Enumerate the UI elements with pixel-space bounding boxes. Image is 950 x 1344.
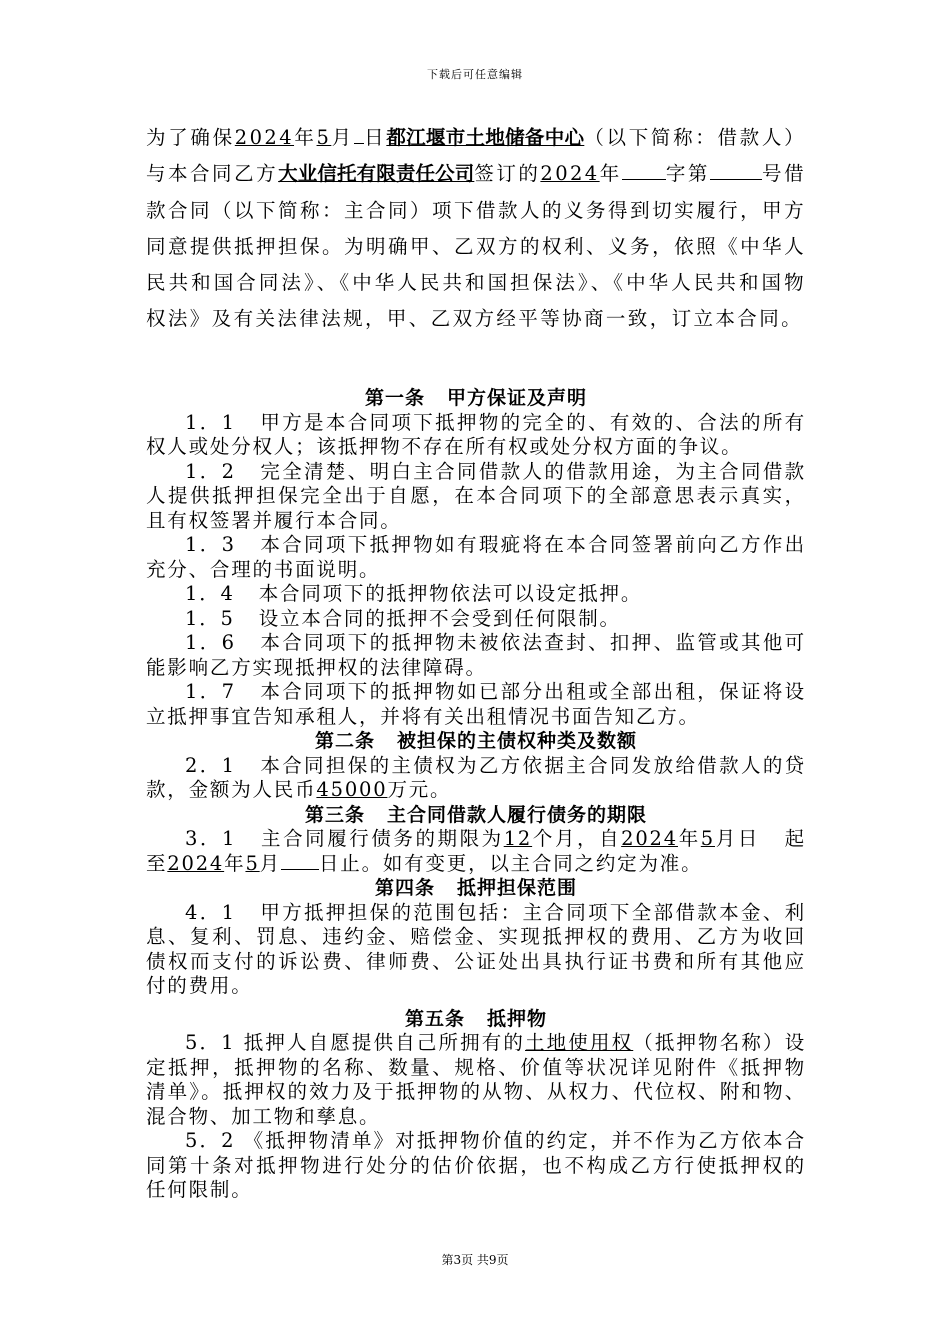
clause-text: 《抵押物清单》对抵押物价值的约定，并不作为乙方依本合同第十条对抵押物进行处分的估价依据，也不构成乙方行使抵押权的任何限制。 bbox=[146, 1129, 806, 1201]
intro-text: 签订的 bbox=[474, 162, 541, 186]
intro-paragraph bbox=[146, 120, 806, 338]
clause bbox=[146, 533, 806, 582]
intro-year: 2024 bbox=[234, 126, 295, 149]
clause-text: 本合同担保的主债权为乙方依据主合同发放给借款人的贷款，金额为人民币 bbox=[146, 753, 806, 801]
clause-text: 月 bbox=[715, 827, 738, 850]
clause bbox=[146, 631, 806, 680]
clause-number: 4．1 bbox=[185, 900, 236, 924]
clause bbox=[146, 680, 806, 729]
clause-number: 1．6 bbox=[185, 631, 236, 654]
term-months: 12 bbox=[503, 827, 533, 850]
intro-text: 号借款合同（以下简称：主合同）项下借款人的义务得到切实履行，甲方同意提供抵押担保。为明确甲、乙双方的权利、义务，依照《中华人民共和国合同法》、《中华人民共和国担保法》、《中华人民共和国物权法》及有关法律法规，甲、乙双方经平等协商一致，订立本合同。 bbox=[146, 162, 806, 331]
contract-year: 2024 bbox=[540, 162, 600, 186]
intro-text: 日 bbox=[363, 126, 387, 149]
clause-text: 主合同履行债务的期限为 bbox=[260, 827, 504, 850]
clause-text: 个月，自 bbox=[532, 827, 622, 850]
intro-text: 年 bbox=[294, 126, 317, 149]
article-number: 第一条 bbox=[364, 387, 425, 409]
collateral-name: 土地使用权 bbox=[525, 1031, 634, 1054]
clause bbox=[146, 607, 806, 632]
clause-number: 1．2 bbox=[185, 459, 236, 483]
clause-text: 年 bbox=[224, 851, 246, 875]
clause-text: 日 bbox=[737, 827, 760, 850]
clause-number: 2．1 bbox=[185, 753, 236, 777]
article-number: 第三条 bbox=[304, 803, 365, 826]
clause bbox=[146, 754, 806, 803]
article-5-heading bbox=[146, 1007, 806, 1032]
start-month: 5 bbox=[700, 827, 716, 850]
clause-text: 万元。 bbox=[387, 778, 452, 801]
clause-text: 日止。如有变更，以主合同之约定为准。 bbox=[318, 851, 703, 875]
page-footer: 第3页 共9页 bbox=[441, 1253, 509, 1267]
clause bbox=[146, 411, 806, 460]
end-year: 2024 bbox=[167, 851, 225, 875]
intro-text: 为了确保 bbox=[146, 126, 235, 149]
clause bbox=[146, 1129, 806, 1203]
clause-text: 甲方是本合同项下抵押物的完全的、有效的、合法的所有权人或处分权人；该抵押物不存在所有权或处分权方面的争议。 bbox=[146, 410, 806, 458]
clause-text: 设立本合同的抵押不会受到任何限制。 bbox=[258, 606, 621, 630]
clause-text: 本合同项下的抵押物如已部分出租或全部出租，保证将设立抵押事宜告知承租人，并将有关出租情况书面告知乙方。 bbox=[146, 680, 806, 728]
article-number: 第四条 bbox=[374, 877, 435, 899]
article-number: 第五条 bbox=[404, 1007, 465, 1030]
clause-number: 1．5 bbox=[185, 606, 235, 630]
article-2-heading bbox=[146, 729, 806, 754]
end-month: 5 bbox=[245, 851, 260, 875]
clause-number: 5．1 bbox=[185, 1031, 236, 1054]
blank-end-day bbox=[281, 853, 319, 870]
clause-text: 抵押人自愿提供自己所拥有的 bbox=[243, 1031, 526, 1054]
clause-text: 起至 bbox=[146, 827, 806, 875]
clause-number: 1．7 bbox=[185, 680, 236, 703]
clause-text: 年 bbox=[677, 827, 701, 850]
page-header: 下载后可任意编辑 bbox=[427, 68, 523, 81]
clause bbox=[146, 827, 806, 876]
lender-name: 大业信托有限责任公司 bbox=[278, 162, 475, 186]
clause bbox=[146, 460, 806, 534]
article-title: 抵押物 bbox=[487, 1007, 548, 1030]
clause-number: 3．1 bbox=[185, 827, 237, 850]
start-year: 2024 bbox=[621, 827, 678, 850]
clause-number: 5．2 bbox=[185, 1129, 236, 1152]
clause-text: 本合同项下的抵押物依法可以设定抵押。 bbox=[258, 582, 643, 605]
borrower-name: 都江堰市土地储备中心 bbox=[386, 126, 585, 149]
loan-amount: 45000 bbox=[316, 778, 388, 801]
clause-text: （抵押物名称）设定抵押，抵押物的名称、数量、规格、价值等状况详见附件《抵押物清单》。抵押权的效力及于抵押物的从物、从权力、代位权、附和物、混合物、加工物和孳息。 bbox=[146, 1031, 806, 1128]
intro-text: 字第 bbox=[665, 162, 710, 186]
intro-text: （以下简称：借款人）与本合同乙方 bbox=[146, 126, 806, 186]
clause bbox=[146, 901, 806, 999]
clause-text: 甲方抵押担保的范围包括：主合同项下全部借款本金、利息、复利、罚息、违约金、赔偿金、实现抵押权的费用、乙方为收回债权而支付的诉讼费、律师费、公证处出具执行证书费和所有其他应付的费用。 bbox=[146, 900, 806, 997]
clause bbox=[146, 582, 806, 607]
articles bbox=[146, 386, 806, 1203]
article-title: 甲方保证及声明 bbox=[447, 387, 588, 409]
blank-day bbox=[354, 127, 364, 144]
clause-text: 本合同项下的抵押物未被依法查封、扣押、监管或其他可能影响乙方实现抵押权的法律障碍。 bbox=[146, 631, 806, 679]
intro-text: 年 bbox=[599, 162, 622, 186]
clause bbox=[146, 1031, 806, 1129]
blank-contract-word bbox=[622, 163, 666, 180]
blank-contract-number bbox=[710, 163, 762, 180]
intro-month: 5 bbox=[316, 126, 332, 149]
intro-text: 月 bbox=[331, 126, 354, 149]
clause-number: 1．1 bbox=[185, 410, 236, 434]
article-number: 第二条 bbox=[314, 730, 375, 752]
clause-number: 1．3 bbox=[185, 533, 236, 556]
article-title: 主合同借款人履行债务的期限 bbox=[387, 803, 648, 826]
clause-text: 本合同项下抵押物如有瑕疵将在本合同签署前向乙方作出充分、合理的书面说明。 bbox=[146, 533, 806, 581]
clause-number: 1．4 bbox=[185, 582, 235, 605]
article-3-heading bbox=[146, 803, 806, 828]
article-title: 抵押担保范围 bbox=[457, 877, 578, 899]
clause-text: 月 bbox=[259, 851, 281, 875]
article-1-items bbox=[146, 411, 806, 730]
article-title: 被担保的主债权种类及数额 bbox=[397, 730, 638, 752]
article-1-heading bbox=[146, 386, 806, 411]
clause-text: 完全清楚、明白主合同借款人的借款用途，为主合同借款人提供抵押担保完全出于自愿，在本合同项下的全部意思表示真实，且有权签署并履行本合同。 bbox=[146, 459, 806, 532]
article-4-heading bbox=[146, 876, 806, 901]
